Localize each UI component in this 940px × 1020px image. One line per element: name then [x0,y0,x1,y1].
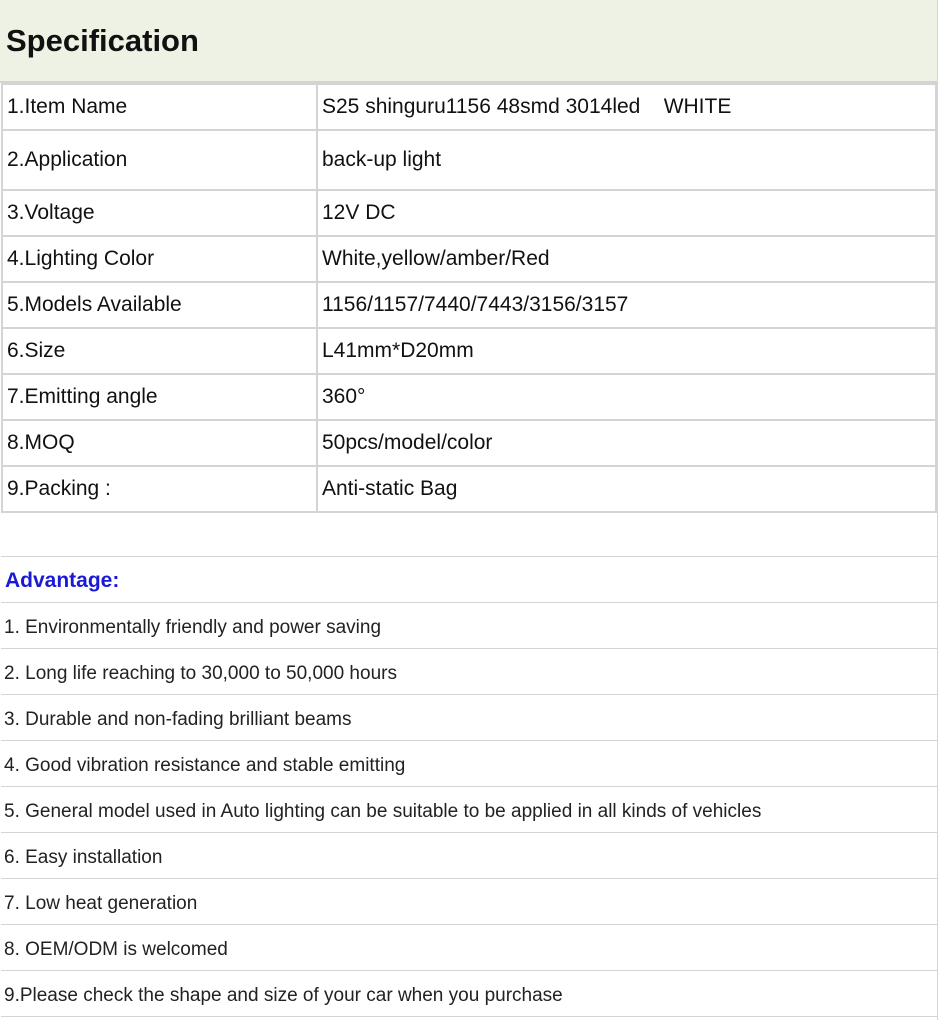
spec-label: 8.MOQ [2,420,317,466]
spec-label: 5.Models Available [2,282,317,328]
spec-value: 360° [317,374,936,420]
spec-value: 1156/1157/7440/7443/3156/3157 [317,282,936,328]
advantage-item: 8. OEM/ODM is welcomed [4,939,228,960]
table-row [2,130,936,190]
page-title: Specification [6,23,199,58]
spec-label: 3.Voltage [2,190,317,236]
spec-value: Anti-static Bag [317,466,936,512]
list-item [1,741,937,787]
advantage-heading-row [1,557,937,603]
list-item [1,787,937,833]
advantage-section [1,511,937,1017]
spec-header [0,0,937,83]
table-row [2,236,936,282]
list-item [1,925,937,971]
spec-label: 7.Emitting angle [2,374,317,420]
table-row [2,282,936,328]
advantage-item: 1. Environmentally friendly and power saving [4,617,382,638]
list-item [1,649,937,695]
spec-label: 2.Application [2,130,317,190]
spec-table [1,83,937,513]
table-row [2,420,936,466]
advantage-item: 4. Good vibration resistance and stable emitting [4,755,406,776]
table-row [2,374,936,420]
spec-value: back-up light [317,130,936,190]
advantage-item: 2. Long life reaching to 30,000 to 50,000 hours [4,663,397,684]
blank-row [1,511,937,557]
spec-value: 50pcs/model/color [317,420,936,466]
table-row [2,466,936,512]
spec-value: L41mm*D20mm [317,328,936,374]
spec-label: 6.Size [2,328,317,374]
right-border [937,0,938,1020]
advantage-item: 5. General model used in Auto lighting can be suitable to be applied in all kinds of vehicles [4,801,762,822]
spec-value: White,yellow/amber/Red [317,236,936,282]
list-item [1,695,937,741]
list-item [1,833,937,879]
list-item [1,879,937,925]
advantage-item: 9.Please check the shape and size of your car when you purchase [4,985,563,1006]
table-row [2,328,936,374]
table-row [2,84,936,130]
list-item [1,971,937,1017]
advantage-item: 7. Low heat generation [4,893,198,914]
spec-value: S25 shinguru1156 48smd 3014led WHITE [317,84,936,130]
advantage-heading: Advantage: [5,569,120,592]
spec-label: 9.Packing : [2,466,317,512]
advantage-item: 3. Durable and non-fading brilliant beams [4,709,352,730]
advantage-item: 6. Easy installation [4,847,163,868]
table-row [2,190,936,236]
spec-label: 4.Lighting Color [2,236,317,282]
spec-value: 12V DC [317,190,936,236]
list-item [1,603,937,649]
spec-label: 1.Item Name [2,84,317,130]
